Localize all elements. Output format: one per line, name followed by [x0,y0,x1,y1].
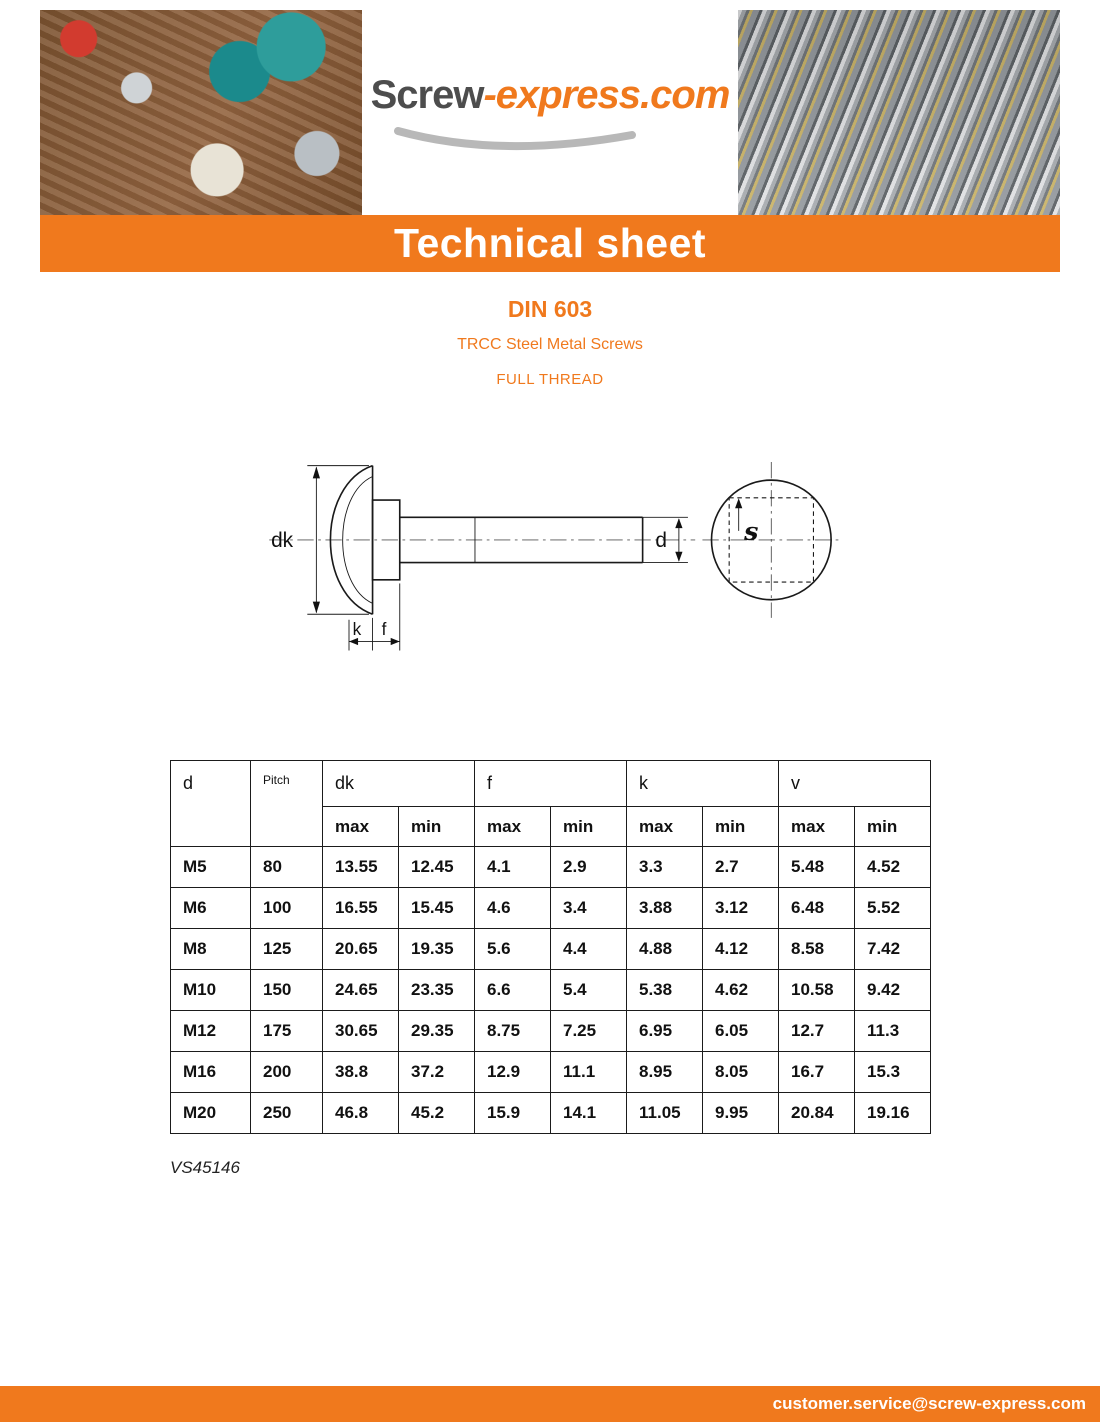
cell-value: 24.65 [323,970,399,1011]
col-subheader-min: min [551,807,627,847]
col-header-d: d [171,761,251,847]
dk-label: dk [271,529,294,553]
table-row [171,929,931,970]
cell-pitch: 200 [251,1052,323,1093]
cell-value: 3.3 [627,847,703,888]
cell-pitch: 175 [251,1011,323,1052]
cell-value: 9.95 [703,1093,779,1134]
col-subheader-max: max [779,807,855,847]
cell-size: M16 [171,1052,251,1093]
dk-arrow-down [313,602,320,614]
cell-pitch: 150 [251,970,323,1011]
cell-value: 6.48 [779,888,855,929]
reference-code: VS45146 [170,1158,240,1177]
cell-value: 12.9 [475,1052,551,1093]
cell-size: M5 [171,847,251,888]
screws-photo [738,10,1060,215]
standard-title: DIN 603 [507,296,593,322]
cell-pitch: 80 [251,847,323,888]
cell-value: 20.84 [779,1093,855,1134]
thread-note: FULL THREAD [496,371,604,388]
cell-value: 8.58 [779,929,855,970]
cell-value: 15.9 [475,1093,551,1134]
cell-value: 16.55 [323,888,399,929]
d-arrow-down [675,552,682,562]
k-label: k [352,619,362,640]
cell-value: 12.7 [779,1011,855,1052]
cell-value: 3.88 [627,888,703,929]
d-label: d [655,529,667,553]
cell-value: 38.8 [323,1052,399,1093]
cell-value: 29.35 [399,1011,475,1052]
cell-value: 2.7 [703,847,779,888]
footer-email: customer.service@screw-express.com [772,1394,1086,1413]
cell-value: 20.65 [323,929,399,970]
cell-value: 10.58 [779,970,855,1011]
logo-text-express: -express.com [483,72,730,117]
cell-value: 19.35 [399,929,475,970]
cell-value: 30.65 [323,1011,399,1052]
table-row [171,1011,931,1052]
cell-value: 5.48 [779,847,855,888]
cell-value: 4.52 [855,847,931,888]
cell-value: 46.8 [323,1093,399,1134]
col-subheader-max: max [475,807,551,847]
cell-value: 4.62 [703,970,779,1011]
banner [40,215,1060,272]
logo-text-screw: Screw [370,72,484,117]
spec-table [170,760,931,1134]
table-row [171,847,931,888]
col-subheader-max: max [323,807,399,847]
col-subheader-min: min [703,807,779,847]
cell-value: 13.55 [323,847,399,888]
dk-arrow-up [313,467,320,479]
cell-size: M20 [171,1093,251,1134]
table-row [171,1052,931,1093]
cell-value: 9.42 [855,970,931,1011]
cell-value: 19.16 [855,1093,931,1134]
cell-value: 11.3 [855,1011,931,1052]
cell-value: 3.12 [703,888,779,929]
cell-value: 4.88 [627,929,703,970]
table-row [171,970,931,1011]
cell-value: 5.52 [855,888,931,929]
header [40,10,1060,215]
title-block [0,296,1100,388]
logo-text [370,72,730,117]
cell-value: 2.9 [551,847,627,888]
cell-value: 5.38 [627,970,703,1011]
cell-value: 37.2 [399,1052,475,1093]
logo [362,10,738,215]
cell-value: 12.45 [399,847,475,888]
cell-value: 11.05 [627,1093,703,1134]
col-header-dk: dk [323,761,475,807]
col-header-k: k [627,761,779,807]
cell-value: 4.1 [475,847,551,888]
cell-size: M6 [171,888,251,929]
cell-value: 7.42 [855,929,931,970]
cell-value: 4.4 [551,929,627,970]
d-arrow-up [675,518,682,528]
cell-value: 11.1 [551,1052,627,1093]
cell-value: 8.75 [475,1011,551,1052]
footer [0,1386,1100,1422]
table-row [171,1093,931,1134]
cell-value: 15.45 [399,888,475,929]
s-label: s [744,515,759,546]
col-header-pitch: Pitch [251,761,323,847]
f-arrow-right [391,638,400,645]
product-subtitle: TRCC Steel Metal Screws [457,336,643,353]
technical-drawing [262,440,842,658]
cell-value: 14.1 [551,1093,627,1134]
f-label: f [381,619,387,640]
cell-value: 6.6 [475,970,551,1011]
logo-swoosh [390,125,640,151]
col-subheader-min: min [399,807,475,847]
cell-size: M12 [171,1011,251,1052]
col-subheader-min: min [855,807,931,847]
s-arrow-up [735,498,742,508]
cell-value: 15.3 [855,1052,931,1093]
cell-pitch: 250 [251,1093,323,1134]
cell-value: 3.4 [551,888,627,929]
cell-value: 4.6 [475,888,551,929]
cell-value: 16.7 [779,1052,855,1093]
cell-size: M8 [171,929,251,970]
banner-title: Technical sheet [393,220,707,266]
table-row [171,888,931,929]
cell-value: 5.6 [475,929,551,970]
cell-pitch: 125 [251,929,323,970]
cell-value: 6.05 [703,1011,779,1052]
col-header-f: f [475,761,627,807]
cell-value: 7.25 [551,1011,627,1052]
cell-value: 6.95 [627,1011,703,1052]
cell-value: 4.12 [703,929,779,970]
cell-value: 8.05 [703,1052,779,1093]
workbench-photo [40,10,362,215]
cell-value: 5.4 [551,970,627,1011]
cell-pitch: 100 [251,888,323,929]
col-header-v: v [779,761,931,807]
col-subheader-max: max [627,807,703,847]
cell-value: 45.2 [399,1093,475,1134]
cell-value: 23.35 [399,970,475,1011]
cell-size: M10 [171,970,251,1011]
cell-value: 8.95 [627,1052,703,1093]
